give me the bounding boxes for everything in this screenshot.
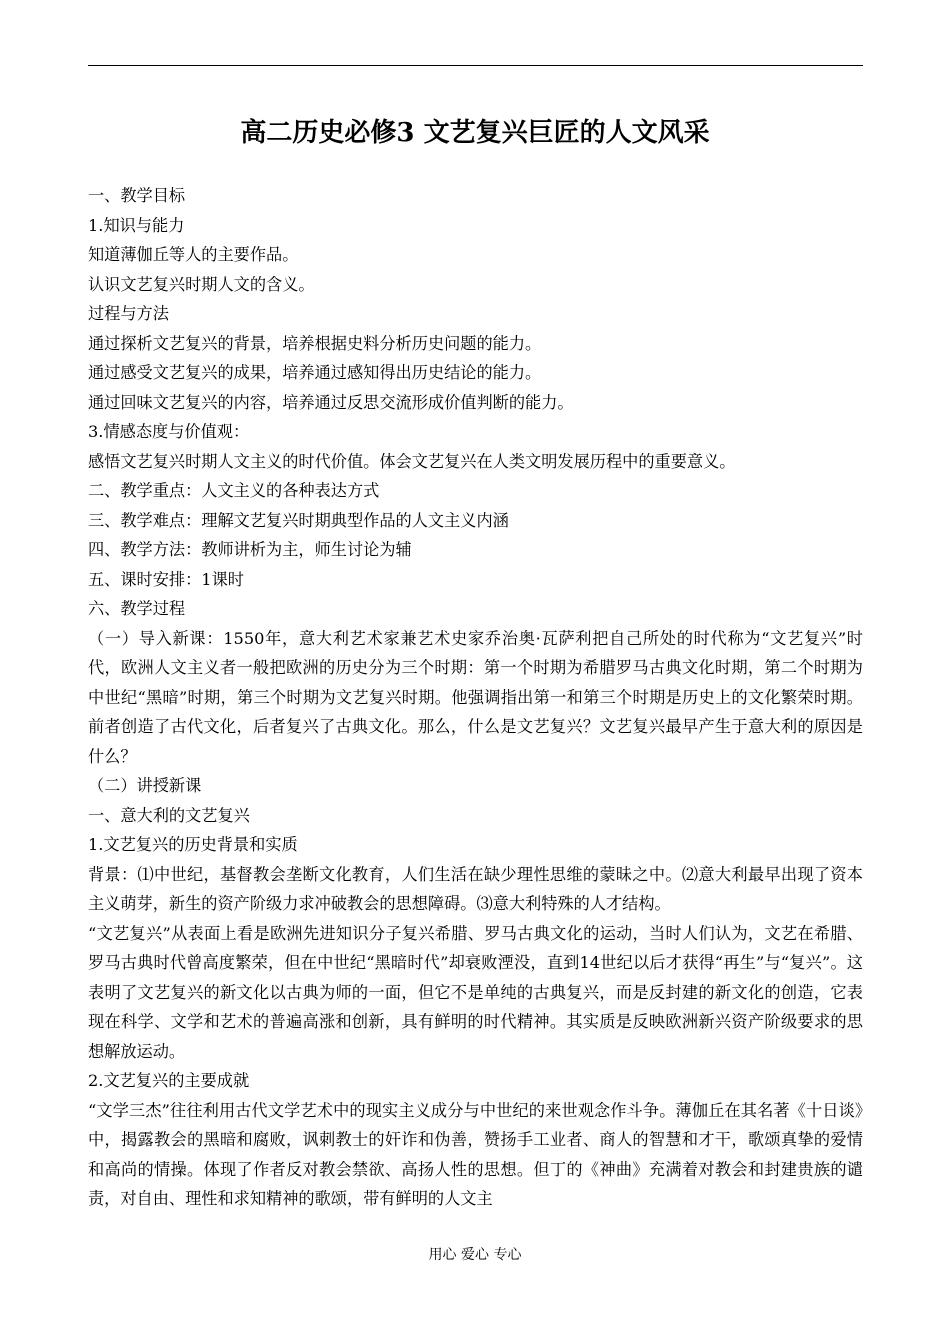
document-body — [88, 181, 863, 1214]
heading-schedule: 五、课时安排：1课时 — [88, 569, 244, 589]
goal-line: 认识文艺复兴时期人文的含义。 — [88, 274, 315, 294]
goal-line: 知道薄伽丘等人的主要作品。 — [88, 245, 299, 264]
heading-teaching-goals: 一、教学目标 — [88, 186, 186, 205]
section-heading-italy: 一、意大利的文艺复兴 — [88, 805, 250, 825]
subheading-knowledge-ability: 1.知识与能力 — [88, 215, 185, 235]
essence-paragraph: “文艺复兴”从表面上看是欧洲先进知识分子复兴希腊、罗马古典文化的运动，当时人们认为，文艺在希腊、罗马古典时代曾高度繁荣，但在中世纪“黑暗时代”却衰败湮没，直到14世纪以后才获得“再生”与“复兴”。这表明了文艺复兴的新文化以古典为师的一面，但它不是单纯的古典复兴，而是反封建的新文化的创造，它表现在科学、文学和艺术的普遍高涨和创新，具有鲜明的时代精神。其实质是反映欧洲新兴资产阶级要求的思想解放运动。 — [88, 923, 863, 1061]
section-heading-achievements: 2.文艺复兴的主要成就 — [88, 1071, 250, 1090]
page-footer: 用心 爱心 专心 — [428, 1247, 522, 1263]
achievements-paragraph: “文学三杰”往往利用古代文学艺术中的现实主义成分与中世纪的来世观念作斗争。薄伽丘在其名著《十日谈》中，揭露教会的黑暗和腐败，讽刺教士的奸诈和伪善，赞扬手工业者、商人的智慧和才干，歌颂真挚的爱情和高尚的情操。体现了作者反对教会禁欲、高扬人性的思想。但丁的《神曲》充满着对教会和封建贵族的谴责，对自由、理性和求知精神的歌颂，带有鲜明的人文主 — [88, 1100, 863, 1208]
subheading-process-method: 过程与方法 — [88, 304, 169, 323]
heading-methods: 四、教学方法：教师讲析为主，师生讨论为辅 — [88, 540, 412, 559]
goal-line: 通过回味文艺复兴的内容，培养通过反思交流形成价值判断的能力。 — [88, 392, 574, 412]
section-heading-background: 1.文艺复兴的历史背景和实质 — [88, 835, 298, 854]
goal-line: 通过探析文艺复兴的背景，培养根据史料分析历史问题的能力。 — [88, 333, 542, 353]
header-rule — [88, 65, 863, 66]
document-title: 高二历史必修3 文艺复兴巨匠的人文风采 — [240, 118, 710, 148]
heading-teaching-process: 六、教学过程 — [88, 599, 186, 618]
goal-line: 通过感受文艺复兴的成果，培养通过感知得出历史结论的能力。 — [88, 363, 542, 382]
goal-line: 感悟文艺复兴时期人文主义的时代价值。体会文艺复兴在人类文明发展历程中的重要意义。 — [88, 451, 736, 471]
section-heading-new-lesson: （二）讲授新课 — [88, 776, 202, 795]
heading-key-points: 二、教学重点：人文主义的各种表达方式 — [88, 481, 380, 500]
heading-difficulties: 三、教学难点：理解文艺复兴时期典型作品的人文主义内涵 — [88, 510, 509, 530]
background-paragraph: 背景：⑴中世纪，基督教会垄断文化教育，人们生活在缺少理性思维的蒙昧之中。⑵意大利最早出现了资本主义萌芽，新生的资产阶级力求冲破教会的思想障碍。⑶意大利特殊的人才结构。 — [88, 864, 863, 913]
subheading-emotion-values: 3.情感态度与价值观： — [88, 422, 250, 441]
intro-paragraph: （一）导入新课：1550年，意大利艺术家兼艺术史家乔治奥·瓦萨利把自己所处的时代称为“文艺复兴”时代，欧洲人文主义者一般把欧洲的历史分为三个时期：第一个时期为希腊罗马古典文化时期，第二个时期为中世纪“黑暗”时期，第三个时期为文艺复兴时期。他强调指出第一和第三个时期是历史上的文化繁荣时期。前者创造了古代文化，后者复兴了古典文化。那么，什么是文艺复兴？文艺复兴最早产生于意大利的原因是什么？ — [88, 628, 863, 766]
